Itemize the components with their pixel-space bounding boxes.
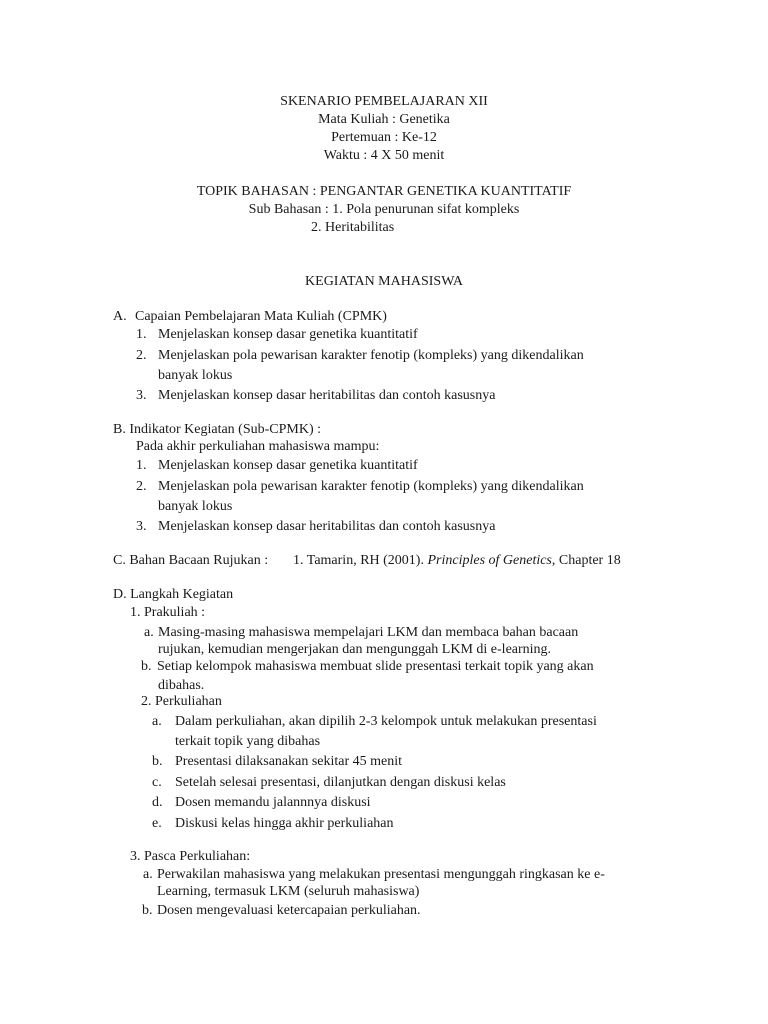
list-item: Dosen memandu jalannnya diskusi [175,795,371,810]
sub-topic-1: Sub Bahasan : 1. Pola penurunan sifat kompleks [248,202,520,217]
list-letter: a. [143,867,153,882]
list-item-continuation: dibahas. [158,678,205,693]
list-letter: a. [144,625,154,640]
section-title: KEGIATAN MAHASISWA [305,274,463,289]
list-item: Presentasi dilaksanakan sekitar 45 menit [175,754,403,769]
list-item: Menjelaskan pola pewarisan karakter fenotip (kompleks) yang dikendalikan [158,479,584,494]
list-number: 1. [136,458,147,473]
step-2-title: 2. Perkuliahan [141,694,222,709]
list-item: Setiap kelompok mahasiswa membuat slide presentasi terkait topik yang akan [157,659,594,674]
list-letter: d. [152,795,163,810]
reference [293,552,621,570]
list-letter: b. [142,903,153,918]
list-item: Menjelaskan konsep dasar heritabilitas dan contoh kasusnya [158,388,496,403]
list-item: Dosen mengevaluasi ketercapaian perkuliahan. [157,903,421,918]
list-item: Menjelaskan konsep dasar heritabilitas dan contoh kasusnya [158,519,496,534]
sub-topic-2: 2. Heritabilitas [311,220,395,235]
list-number: 3. [136,519,147,534]
reference-title: Principles of Genetics [427,553,552,568]
step-1-title: 1. Prakuliah : [130,605,206,620]
topic-heading: TOPIK BAHASAN : PENGANTAR GENETIKA KUANTITATIF [196,184,572,199]
list-item-continuation: Learning, termasuk LKM (seluruh mahasiswa) [157,884,420,899]
list-item: Setelah selesai presentasi, dilanjutkan dengan diskusi kelas [175,775,506,790]
list-item-continuation: banyak lokus [158,368,233,383]
list-item: Diskusi kelas hingga akhir perkuliahan [175,816,394,831]
list-item: Menjelaskan konsep dasar genetika kuantitatif [158,327,418,342]
list-letter: b. [141,659,152,674]
list-item-continuation: terkait topik yang dibahas [175,734,321,749]
document-title: SKENARIO PEMBELAJARAN XII [280,94,488,109]
section-b-intro: Pada akhir perkuliahan mahasiswa mampu: [136,439,380,454]
reference-prefix: 1. Tamarin, RH (2001). [293,553,424,568]
list-letter: b. [152,754,163,769]
section-a-letter: A. [113,309,127,324]
course-name: Mata Kuliah : Genetika [318,112,450,127]
list-item: Masing-masing mahasiswa mempelajari LKM dan membaca bahan bacaan [158,625,579,640]
list-item: Perwakilan mahasiswa yang melakukan presentasi mengunggah ringkasan ke e- [157,867,605,882]
step-3-title: 3. Pasca Perkuliahan: [130,849,251,864]
list-letter: c. [152,775,162,790]
list-letter: e. [152,816,162,831]
list-number: 2. [136,479,147,494]
duration: Waktu : 4 X 50 menit [323,148,445,163]
section-b-title: B. Indikator Kegiatan (Sub-CPMK) : [113,422,322,437]
list-number: 3. [136,388,147,403]
list-number: 1. [136,327,147,342]
list-letter: a. [152,714,162,729]
list-item: Dalam perkuliahan, akan dipilih 2-3 kelompok untuk melakukan presentasi [175,714,597,729]
section-a-title: Capaian Pembelajaran Mata Kuliah (CPMK) [135,309,387,324]
section-c-label: C. Bahan Bacaan Rujukan : [113,553,269,568]
list-item: Menjelaskan pola pewarisan karakter fenotip (kompleks) yang dikendalikan [158,348,584,363]
list-item-continuation: banyak lokus [158,499,233,514]
list-number: 2. [136,348,147,363]
list-item-continuation: rujukan, kemudian mengerjakan dan mengunggah LKM di e-learning. [158,642,552,657]
meeting-number: Pertemuan : Ke-12 [331,130,437,145]
section-d-title: D. Langkah Kegiatan [113,587,234,602]
reference-suffix: , Chapter 18 [551,553,621,568]
list-item: Menjelaskan konsep dasar genetika kuantitatif [158,458,418,473]
